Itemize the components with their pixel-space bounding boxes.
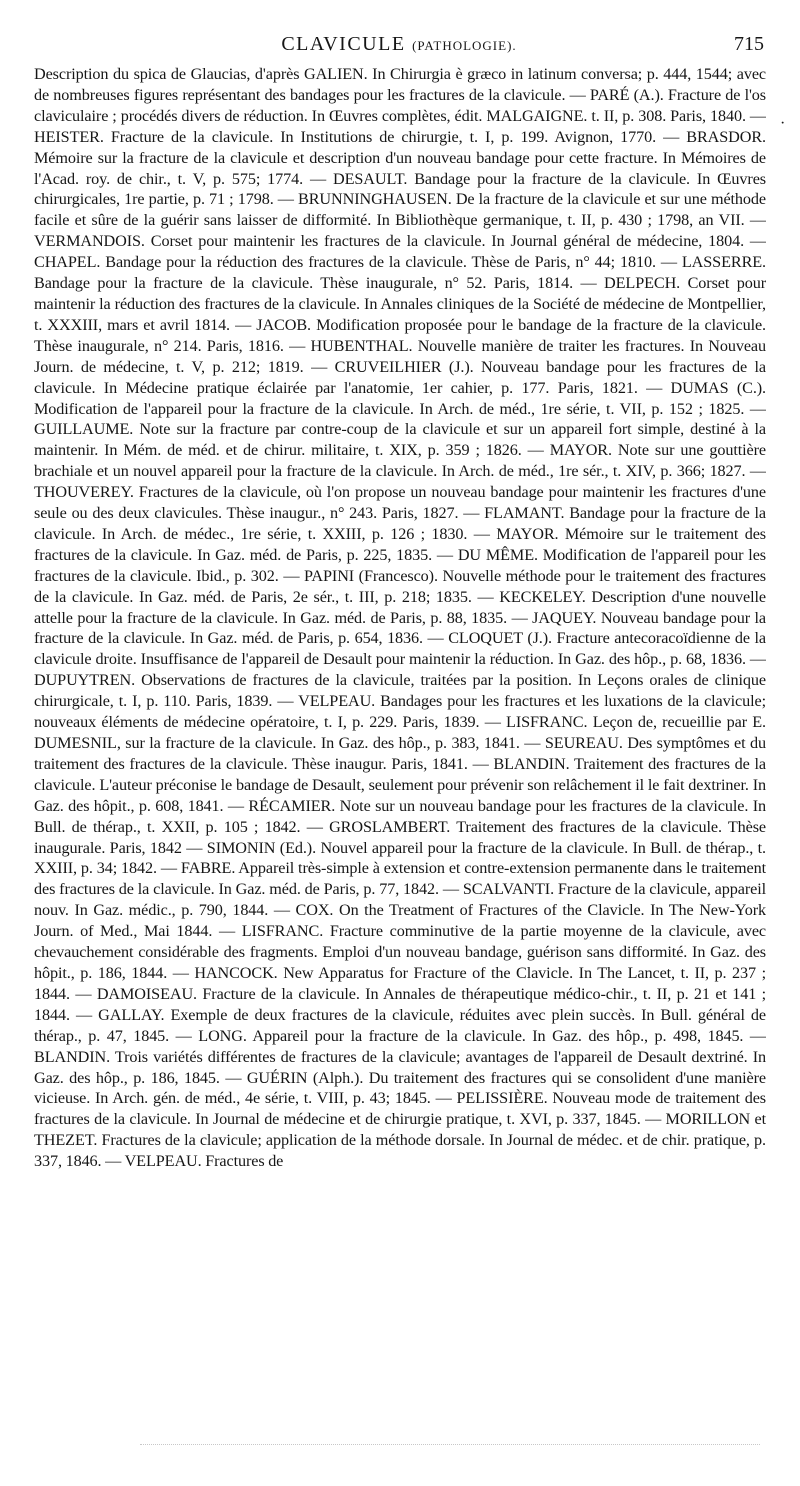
margin-mark: · xyxy=(780,115,786,132)
running-title xyxy=(34,32,764,58)
page-number: 715 xyxy=(734,33,764,55)
bottom-dotted-rule xyxy=(140,1444,760,1445)
bibliography-paragraph: Description du spica de Glaucias, d'après GALIEN. In Chirurgia è græco in latinum conversa; p. 444, 1544; avec de nombreuses figures représentant des bandages pour les fractures de la clavicule. — PARÉ (A.). Fracture de l'os claviculaire ; procédés divers de réduction. In Œuvres complètes, édit. MALGAIGNE. t. II, p. 308. Paris, 1840. — HEISTER. Fracture de la clavicule. In Institutions de chirurgie, t. I, p. 199. Avignon, 1770. — BRASDOR. Mémoire sur la fracture de la clavicule et description d'un nouveau bandage pour cette fracture. In Mémoires de l'Acad. roy. de chir., t. V, p. 575; 1774. — DESAULT. Bandage pour la fracture de la clavicule. In Œuvres chirurgicales, 1re partie, p. 71 ; 1798. — BRUNNINGHAUSEN. De la fracture de la clavicule et sur une méthode facile et sûre de la guérir sans laisser de difformité. In Bibliothèque germanique, t. II, p. 430 ; 1798, an VII. — VERMANDOIS. Corset pour maintenir les fractures de la clavicule. In Journal général de médecine, 1804. — CHAPEL. Bandage pour la réduction des fractures de la clavicule. Thèse de Paris, n° 44; 1810. — LASSERRE. Bandage pour la fracture de la clavicule. Thèse inaugurale, n° 52. Paris, 1814. — DELPECH. Corset pour maintenir la réduction des fractures de la clavicule. In Annales cliniques de la Société de médecine de Montpellier, t. XXXIII, mars et avril 1814. — JACOB. Modification proposée pour le bandage de la fracture de la clavicule. Thèse inaugurale, n° 214. Paris, 1816. — HUBENTHAL. Nouvelle manière de traiter les fractures. In Nouveau Journ. de médecine, t. V, p. 212; 1819. — CRUVEILHIER (J.). Nouveau bandage pour les fractures de la clavicule. In Médecine pratique éclairée par l'anatomie, 1er cahier, p. 177. Paris, 1821. — DUMAS (C.). Modification de l'appareil pour la fracture de la clavicule. In Arch. de méd., 1re série, t. VII, p. 152 ; 1825. — GUILLAUME. Note sur la fracture par contre-coup de la clavicule et sur un appareil fort simple, destiné à la maintenir. In Mém. de méd. et de chirur. militaire, t. XIX, p. 359 ; 1826. — MAYOR. Note sur une gouttière brachiale et un nouvel appareil pour la fracture de la clavicule. In Arch. de méd., 1re sér., t. XIV, p. 366; 1827. — THOUVEREY. Fractures de la clavicule, où l'on propose un nouveau bandage pour maintenir les fractures d'une seule ou des deux clavicules. Thèse inaugur., n° 243. Paris, 1827. — FLAMANT. Bandage pour la fracture de la clavicule. In Arch. de médec., 1re série, t. XXIII, p. 126 ; 1830. — MAYOR. Mémoire sur le traitement des fractures de la clavicule. In Gaz. méd. de Paris, p. 225, 1835. — DU MÊME. Modification de l'appareil pour les fractures de la clavicule. Ibid., p. 302. — PAPINI (Francesco). Nouvelle méthode pour le traitement des fractures de la clavicule. In Gaz. méd. de Paris, 2e sér., t. III, p. 218; 1835. — KECKELEY. Description d'une nouvelle attelle pour la fracture de la clavicule. In Gaz. méd. de Paris, p. 88, 1835. — JAQUEY. Nouveau bandage pour la fracture de la clavicule. In Gaz. méd. de Paris, p. 654, 1836. — CLOQUET (J.). Fracture antecoracoïdienne de la clavicule droite. Insuffisance de l'appareil de Desault pour maintenir la réduction. In Gaz. des hôp., p. 68, 1836. — DUPUYTREN. Observations de fractures de la clavicule, traitées par la position. In Leçons orales de clinique chirurgicale, t. I, p. 110. Paris, 1839. — VELPEAU. Bandages pour les fractures et les luxations de la clavicule; nouveaux éléments de médecine opératoire, t. I, p. 229. Paris, 1839. — LISFRANC. Leçon de, recueillie par E. DUMESNIL, sur la fracture de la clavicule. In Gaz. des hôp., p. 383, 1841. — SEUREAU. Des symptômes et du traitement des fractures de la clavicule. Thèse inaugur. Paris, 1841. — BLANDIN. Traitement des fractures de la clavicule. L'auteur préconise le bandage de Desault, seulement pour prévenir son relâchement il le fait dextriner. In Gaz. des hôpit., p. 608, 1841. — RÉCAMIER. Note sur un nouveau bandage pour les fractures de la clavicule. In Bull. de thérap., t. XXII, p. 105 ; 1842. — GROSLAMBERT. Traitement des fractures de la clavicule. Thèse inaugurale. Paris, 1842 — SIMONIN (Ed.). Nouvel appareil pour la fracture de la clavicule. In Bull. de thérap., t. XXIII, p. 34; 1842. — FABRE. Appareil très-simple à extension et contre-extension permanente dans le traitement des fractures de la clavicule. In Gaz. méd. de Paris, p. 77, 1842. — SCALVANTI. Fracture de la clavicule, appareil nouv. In Gaz. médic., p. 790, 1844. — COX. On the Treatment of Fractures of the Clavicle. In The New-York Journ. of Med., Mai 1844. — LISFRANC. Fracture comminutive de la partie moyenne de la clavicule, avec chevauchement considérable des fragments. Emploi d'un nouveau bandage, guérison sans difformité. In Gaz. des hôpit., p. 186, 1844. — HANCOCK. New Apparatus for Fracture of the Clavicle. In The Lancet, t. II, p. 237 ; 1844. — DAMOISEAU. Fracture de la clavicule. In Annales de thérapeutique médico-chir., t. II, p. 21 et 141 ; 1844. — GALLAY. Exemple de deux fractures de la clavicule, réduites avec plein succès. In Bull. général de thérap., p. 47, 1845. — LONG. Appareil pour la fracture de la clavicule. In Gaz. des hôp., p. 498, 1845. — BLANDIN. Trois variétés différentes de fractures de la clavicule; avantages de l'appareil de Desault dextriné. In Gaz. des hôp., p. 186, 1845. — GUÉRIN (Alph.). Du traitement des fractures qui se consolident d'une manière vicieuse. In Arch. gén. de méd., 4e série, t. VIII, p. 43; 1845. — PELISSIÈRE. Nouveau mode de traitement des fractures de la clavicule. In Journal de médecine et de chirurgie pratique, t. XVI, p. 337, 1845. — MORILLON et THEZET. Fractures de la clavicule; application de la méthode dorsale. In Journal de médec. et de chir. pratique, p. 337, 1846. — VELPEAU. Fractures de xyxy=(34,65,766,1171)
running-header xyxy=(34,32,764,56)
running-title-main: CLAVICULE xyxy=(281,33,406,55)
bibliography-text-block xyxy=(34,64,766,1382)
running-title-sub: (PATHOLOGIE). xyxy=(412,38,517,53)
